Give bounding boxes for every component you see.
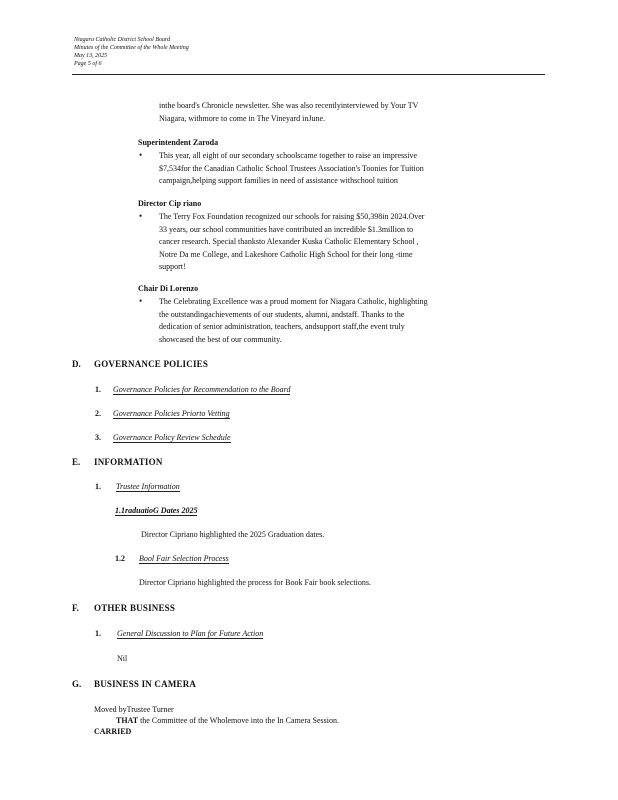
section-e-letter: E.: [72, 457, 81, 467]
section-g-title: BUSINESS IN CAMERA: [94, 679, 197, 689]
section-e-sub-1-link[interactable]: 1.1raduatioG Dates 2025: [115, 506, 198, 515]
section-d-letter: D.: [72, 359, 81, 369]
section-e-sub-2-num: 1.2: [115, 554, 125, 563]
intro-line-1: inthe board's Chronicle newsletter. She was also recentlyinterviewed by Your TV: [159, 101, 419, 110]
section-d-item-2-num: 2.: [95, 409, 101, 418]
header-rule: [72, 74, 545, 75]
section-d-item-3-num: 3.: [95, 433, 101, 442]
report-line: support!: [159, 262, 186, 271]
section-e-sub-2-link[interactable]: Bool Fair Selection Process: [139, 554, 229, 563]
report-text-chair: [159, 296, 544, 346]
section-f-title: OTHER BUSINESS: [94, 603, 176, 613]
motion-that: THAT: [116, 716, 139, 725]
section-f-item-1-link[interactable]: General Discussion to Plan for Future Action: [117, 629, 264, 638]
report-line: Notre Da me College, and Lakeshore Catholic High School for their long -time: [159, 249, 413, 259]
report-text-director: [159, 211, 544, 274]
report-heading-superintendent: Superintendent Zaroda: [138, 138, 219, 147]
section-f-letter: F.: [72, 603, 79, 613]
header-org: Niagara Catholic District School Board: [74, 37, 171, 43]
report-line: The Terry Fox Foundation recognized our schools for raising $50,398in 2024.Over: [159, 212, 425, 221]
header-date: May 13, 2025: [74, 53, 108, 59]
report-line: showcased the best of our community.: [159, 334, 282, 344]
section-e-sub-2-text: Director Cipriano highlighted the process for Book Fair book selections.: [139, 578, 371, 587]
section-e-sub-1-text: Director Cipriano highlighted the 2025 Graduation dates.: [141, 530, 325, 539]
motion-text: [116, 716, 339, 725]
section-d-title: GOVERNANCE POLICIES: [94, 359, 209, 369]
bullet-icon: •: [139, 211, 143, 221]
intro-paragraph: [159, 100, 544, 125]
section-g-letter: G.: [72, 679, 82, 689]
motion-carried: CARRIED: [94, 727, 132, 736]
motion-body: the Committee of the Wholemove into the In Camera Session.: [140, 716, 339, 725]
section-e-title: INFORMATION: [94, 457, 163, 467]
report-line: dedication of senior administration, teachers, andsupport staff,the event truly: [159, 322, 405, 331]
report-heading-director: Director Cip riano: [138, 199, 202, 208]
report-line: campaign,helping support families in need of assistance withschool tuition: [159, 176, 398, 185]
section-f-text: Nil: [117, 654, 128, 663]
bullet-icon: •: [139, 150, 143, 160]
intro-line-2: Niagara, withmore to come in The Vineyard inJune.: [159, 113, 326, 123]
header-meeting: Minutes of the Committee of the Whole Meeting: [74, 45, 189, 51]
section-d-item-3-link[interactable]: Governance Policy Review Schedule: [113, 433, 231, 442]
section-f-item-1-num: 1.: [95, 629, 101, 638]
report-line: $7,534for the Canadian Catholic School Trustees Association's Toonies for Tuition: [159, 163, 424, 173]
report-heading-chair: Chair Di Lorenzo: [138, 284, 199, 293]
section-e-item-1-num: 1.: [95, 482, 101, 491]
section-d-item-2-link[interactable]: Governance Policies Priorto Vetting: [113, 409, 230, 418]
section-d-item-1-link[interactable]: Governance Policies for Recommendation to the Board: [113, 385, 291, 394]
report-line: 33 years, our school communities have contributed an incredible $1.3million to: [159, 224, 414, 234]
report-line: This year, all eight of our secondary schoolscame together to raise an impressive: [159, 151, 418, 160]
section-e-item-1-link[interactable]: Trustee Information: [116, 482, 180, 491]
bullet-icon: •: [139, 296, 143, 306]
report-line: cancer research. Special thanksto Alexander Kuska Catholic Elementary School ,: [159, 237, 419, 246]
report-line: the outstandingachievements of our students, alumni, andstaff. Thanks to the: [159, 309, 405, 319]
section-d-item-1-num: 1.: [95, 385, 101, 394]
motion-moved: Moved byTrustee Turner: [94, 705, 174, 714]
report-line: The Celebrating Excellence was a proud moment for Niagara Catholic, highlighting: [159, 297, 428, 306]
report-text-superintendent: [159, 150, 544, 188]
header-page: Page 5 of 6: [74, 61, 102, 67]
